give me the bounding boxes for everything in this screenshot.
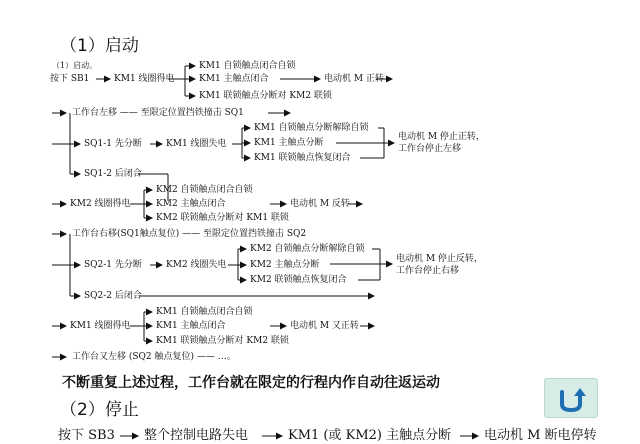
km1-interlock-again: KM1 联锁触点分断对 KM2 联锁 <box>156 336 289 346</box>
sq2-2-close: SQ2-2 后闭合 <box>84 291 142 301</box>
km1-interlock: KM1 联锁触点分断对 KM2 联锁 <box>199 91 332 101</box>
km1-selflock-release: KM1 自锁触点分断解除自锁 <box>254 123 369 133</box>
motor-stop-reverse: 电动机 M 停止反转， <box>396 254 483 264</box>
main-contact-open: KM1 (或 KM2) 主触点分断 <box>288 428 452 443</box>
table-move-left-again: 工作台又左移 (SQ2 触点复位) —— …。 <box>72 352 236 362</box>
km1-main-open: KM1 主触点分断 <box>254 138 324 148</box>
km1-coil-on-again: KM1 线圈得电 <box>70 321 131 331</box>
sq1-1-open: SQ1-1 先分断 <box>84 139 142 149</box>
motor-forward-again: 电动机 M 又正转 <box>290 321 359 331</box>
return-arrow-icon <box>545 379 597 417</box>
km2-coil-off: KM2 线圈失电 <box>166 260 227 270</box>
km1-coil-off: KM1 线圈失电 <box>166 139 227 149</box>
stop-sb3: 按下 SB3 <box>58 428 115 443</box>
small-title: （1）启动。 <box>52 61 98 70</box>
summary-text: 不断重复上述过程，工作台就在限定的行程内作自动往返运动 <box>62 375 440 391</box>
km1-coil-on: KM1 线圈得电 <box>114 74 175 84</box>
sq1-2-close: SQ1-2 后闭合 <box>84 169 142 179</box>
motor-stop: 电动机 M 断电停转 <box>484 428 597 443</box>
km2-main-open: KM2 主触点分断 <box>250 260 320 270</box>
table-stop-right: 工作台停止右移 <box>396 266 460 276</box>
km2-coil-on: KM2 线圈得电 <box>70 199 131 209</box>
circuit-off: 整个控制电路失电 <box>144 428 249 443</box>
table-move-left: 工作台左移 —— 至限定位置挡铁撞击 SQ1 <box>72 108 244 118</box>
motor-forward: 电动机 M 正转 <box>324 74 384 84</box>
sq2-1-open: SQ2-1 先分断 <box>84 260 142 270</box>
start-sb1: 按下 SB1 <box>50 74 90 84</box>
table-stop-left: 工作台停止左移 <box>398 144 462 154</box>
km2-selflock-release: KM2 自锁触点分断解除自锁 <box>250 244 365 254</box>
km1-selflock: KM1 自锁触点闭合自锁 <box>199 61 296 71</box>
km2-interlock-restore: KM2 联锁触点恢复闭合 <box>250 275 347 285</box>
section-title-start: （1）启动 <box>60 36 139 56</box>
km1-interlock-restore: KM1 联锁触点恢复闭合 <box>254 153 351 163</box>
section-title-stop: （2）停止 <box>60 400 139 420</box>
motor-stop-forward: 电动机 M 停止正转， <box>398 132 485 142</box>
table-move-right: 工作台右移(SQ1触点复位) —— 至限定位置挡铁撞击 SQ2 <box>72 229 307 239</box>
km2-interlock: KM2 联锁触点分断对 KM1 联锁 <box>156 213 289 223</box>
motor-reverse: 电动机 M 反转 <box>290 199 350 209</box>
km2-selflock: KM2 自锁触点闭合自锁 <box>156 185 253 195</box>
return-button[interactable] <box>544 378 598 418</box>
km1-selflock-again: KM1 自锁触点闭合自锁 <box>156 307 253 317</box>
km2-main-close: KM2 主触点闭合 <box>156 199 226 209</box>
km1-main-close: KM1 主触点闭合 <box>199 74 269 84</box>
km1-main-close-again: KM1 主触点闭合 <box>156 321 226 331</box>
